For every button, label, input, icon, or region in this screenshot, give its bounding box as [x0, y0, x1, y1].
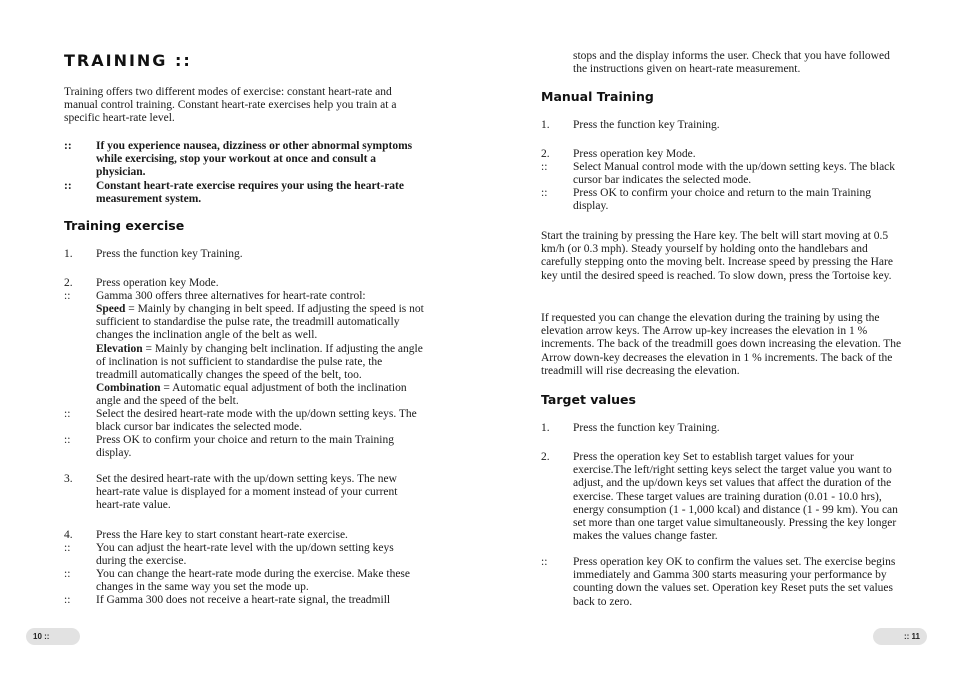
hare-paragraph: Start the training by pressing the Hare key. The belt will start moving at 0.5 km/h (or 0.3 mph). Steady yourself by holding onto the handlebars and carefully stepping onto the moving belt. Increase speed by pressing the Hare key until the desired speed is reached. To slow down, press the Tortoise key. — [541, 230, 893, 282]
mode-term: Speed — [96, 303, 126, 315]
mode-description: = Mainly by changing in belt speed. If adjusting the speed is not sufficient to standardise the pulse rate, the treadmill automatically changes the inclination angle of the belt as well. — [96, 303, 424, 342]
step-text: Press the operation key Set to establish target values for your exercise.The left/right setting keys select the target value you want to adjust, and the up/down keys set values that affect the duration of the exercise. These target values are training duration (0.01 - 10.0 hrs), energy consumption (1 - 1,000 kcal) and distance (1 - 99 km). You can set more than one target value simultaneously. Pressing the key longer makes the values change faster. — [573, 451, 898, 543]
step-item — [541, 422, 903, 435]
step-marker: 4. — [64, 529, 73, 541]
step-item — [64, 290, 424, 303]
step-text: Press operation key Mode. — [96, 277, 219, 289]
page-title: TRAINING :: — [64, 51, 192, 70]
step-marker: 1. — [541, 422, 550, 434]
page-number-left: 10 :: — [26, 628, 80, 645]
step-marker: :: — [64, 542, 71, 554]
continuation-text — [541, 50, 903, 76]
mode-combination — [64, 382, 424, 408]
mode-description: = Automatic equal adjustment of both the inclination angle and the speed of the belt. — [96, 382, 407, 408]
mode-term: Elevation — [96, 343, 143, 355]
step-marker: :: — [64, 408, 71, 420]
mode-description: = Mainly by changing belt inclination. If adjusting the angle of inclination is not sufficient to standardise the pulse rate, the treadmill automatically changes the speed of the belt, too. — [96, 343, 423, 382]
step-marker: :: — [541, 161, 548, 173]
step-item — [64, 408, 424, 434]
mode-elevation — [64, 343, 424, 383]
step-text: Press the function key Training. — [96, 248, 243, 260]
step-text: Select Manual control mode with the up/down setting keys. The black cursor bar indicates the selected mode. — [573, 161, 896, 187]
step-marker: 2. — [541, 148, 550, 160]
step-marker: 1. — [64, 248, 73, 260]
warning-marker: :: — [64, 140, 72, 152]
step-marker: :: — [541, 187, 548, 199]
step-item — [64, 277, 424, 290]
step-item — [541, 556, 903, 609]
step-marker: :: — [64, 434, 71, 446]
step-text: Press operation key Mode. — [573, 148, 696, 160]
step-text: Press the function key Training. — [573, 422, 720, 434]
step-text: Press OK to confirm your choice and return to the main Training display. — [96, 434, 394, 460]
step-item — [64, 568, 424, 594]
warning-item — [64, 180, 424, 206]
warning-text: Constant heart-rate exercise requires your using the heart-rate measurement system. — [96, 180, 404, 206]
step-text: Press OK to confirm your choice and return to the main Training display. — [573, 187, 871, 213]
section-title-training-exercise: Training exercise — [64, 218, 185, 233]
mode-term: Combination — [96, 382, 161, 394]
step-text: Press the function key Training. — [573, 119, 720, 131]
step-text: Select the desired heart-rate mode with the up/down setting keys. The black cursor bar indicates the selected mode. — [96, 408, 417, 434]
step-item — [64, 434, 424, 460]
step-marker: :: — [541, 556, 548, 568]
step-text: Press operation key OK to confirm the values set. The exercise begins immediately and Gamma 300 starts measuring your performance by counting down the values set. Operation key Reset puts the set values back to zero. — [573, 556, 896, 608]
step-item — [64, 248, 424, 261]
step-marker: 3. — [64, 473, 73, 485]
elevation-paragraph: If requested you can change the elevation during the training by using the elevation arrow keys. The Arrow up-key increases the elevation in 1 % increments. The back of the treadmill goes down increasing the elevation. The Arrow down-key decreases the elevation in 1 % increments. The back of the treadmill will rise decreasing the elevation. — [541, 312, 902, 377]
step-text: Gamma 300 offers three alternatives for heart-rate control: — [96, 290, 366, 302]
step-item — [64, 473, 424, 513]
warning-text: If you experience nausea, dizziness or other abnormal symptoms while exercising, stop your workout at once and consult a physician. — [96, 140, 413, 179]
warning-marker: :: — [64, 180, 72, 192]
section-title-target-values: Target values — [541, 392, 636, 407]
warning-item — [64, 140, 424, 180]
step-item — [64, 594, 424, 607]
step-text: You can adjust the heart-rate level with the up/down setting keys during the exercise. — [96, 542, 394, 568]
step-marker: :: — [64, 568, 71, 580]
step-marker: 2. — [541, 451, 550, 463]
step-item — [541, 148, 903, 161]
step-text: Set the desired heart-rate with the up/down setting keys. The new heart-rate value is displayed for a moment instead of your current heart-rate value. — [96, 473, 398, 512]
step-item — [541, 451, 903, 543]
intro-paragraph: Training offers two different modes of exercise: constant heart-rate and manual control training. Constant heart-rate exercises help you train at a specific heart-rate level. — [64, 86, 397, 125]
step-item — [541, 187, 903, 213]
step-item — [64, 542, 424, 568]
step-marker: :: — [64, 290, 71, 302]
continuation-paragraph: stops and the display informs the user. Check that you have followed the instructions given on heart-rate measurement. — [573, 50, 890, 76]
step-marker: 1. — [541, 119, 550, 131]
section-title-manual-training: Manual Training — [541, 89, 654, 104]
step-text: Press the Hare key to start constant heart-rate exercise. — [96, 529, 348, 541]
step-item — [541, 119, 903, 132]
step-item — [64, 529, 424, 542]
step-marker: 2. — [64, 277, 73, 289]
page-number-right: :: 11 — [873, 628, 927, 645]
step-text: If Gamma 300 does not receive a heart-rate signal, the treadmill — [96, 594, 391, 606]
step-item — [541, 161, 903, 187]
mode-speed — [64, 303, 424, 343]
step-marker: :: — [64, 594, 71, 606]
step-text: You can change the heart-rate mode during the exercise. Make these changes in the same way you set the mode up. — [96, 568, 410, 594]
